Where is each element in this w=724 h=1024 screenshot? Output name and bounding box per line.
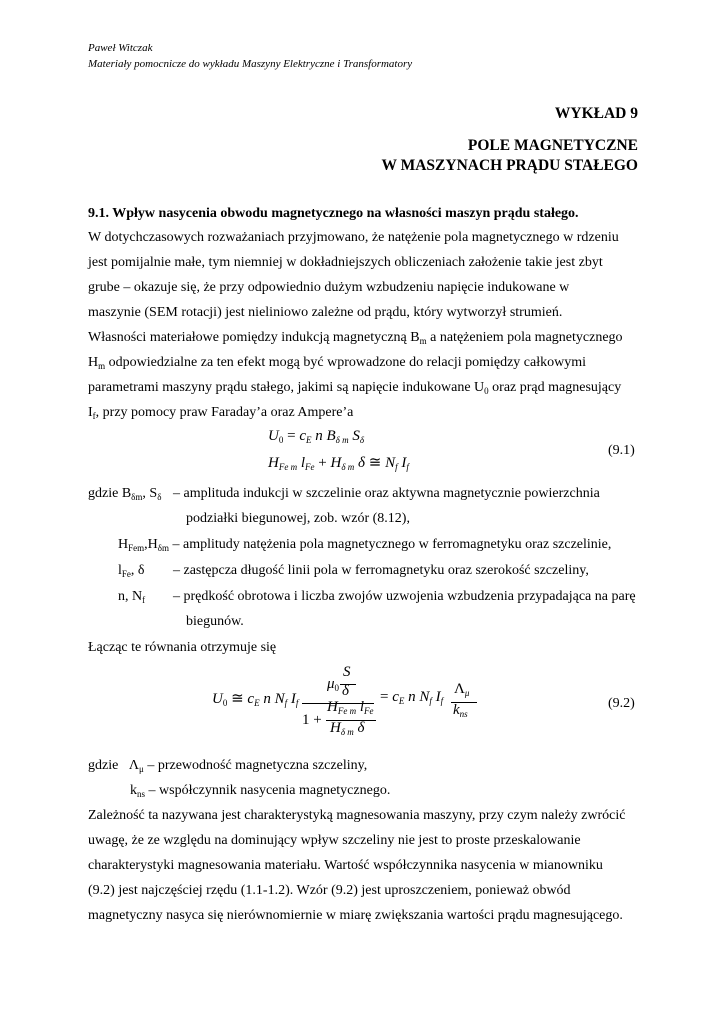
header-course: Materiały pomocnicze do wykładu Maszyny Elektryczne i Transformatory bbox=[88, 58, 413, 70]
section-heading: 9.1. Wpływ nasycenia obwodu magnetycznego na własności maszyn prądu stałego. bbox=[88, 206, 579, 221]
definition-symbol: gdzie $B_{\delta m}$, $S_\delta$ bbox=[88, 486, 162, 502]
paragraph-line: maszynie (SEM rotacji) jest nieliniowo zależne od prądu, który wytworzył strumień. bbox=[88, 305, 563, 320]
definition-text: podziałki biegunowej, zob. wzór (8.12), bbox=[186, 511, 410, 526]
definition-symbol: n, $N_f$ bbox=[118, 589, 146, 605]
definition-line: $H_{Fem},H_{\delta m}$ – amplitudy natężenia pola magnetycznego w ferromagnetyku oraz szczelinie, bbox=[118, 537, 612, 553]
paragraph-line: jest pomijalnie małe, tym niemniej w dokładniejszych obliczeniach założenie takie jest zbyt bbox=[88, 255, 603, 270]
paragraph-line: Zależność ta nazywana jest charakterystyką magnesowania maszyny, przy czym należy zwrócić bbox=[88, 808, 626, 823]
paragraph-line: charakterystyki magnesowania materiału. Wartość współczynnika nasycenia w mianowniku bbox=[88, 858, 603, 873]
paragraph-line: uwagę, że ze względu na dominujący wpływ szczeliny nie jest to proste przeskalowanie bbox=[88, 833, 581, 848]
header-author: Paweł Witczak bbox=[88, 42, 153, 54]
definition-line: gdzie $\Lambda_\mu$ – przewodność magnetyczna szczeliny, bbox=[88, 758, 368, 774]
paragraph-line: Łącząc te równania otrzymuje się bbox=[88, 640, 277, 655]
definition-text: – prędkość obrotowa i liczba zwojów uzwojenia wzbudzenia przypadająca na parę bbox=[173, 589, 636, 604]
equation-9-1-line2: $H_{Fe m}$ $l_{Fe} + H_{\delta m}$ δ ≅ $N_f$ $I_f$ bbox=[268, 455, 409, 472]
document-page: Paweł Witczak Materiały pomocnicze do wykładu Maszyny Elektryczne i Transformatory WYKŁAD 9 POLE MAGNETYCZNE W MASZYNACH PRĄDU STAŁEGO 9.1. Wpływ nasycenia obwodu magnetycznego na własności maszyn prądu stałego. W dotychczasowych rozważaniach przyjmowano, że natężenie pola magnetycznego w rdzeniu jest pomijalnie małe, tym niemniej w dokładniejszych obliczeniach założenie takie jest zbyt grube – okazuje się, że przy odpowiednio dużym wzbudzeniu napięcie indukowane w maszynie (SEM rotacji) jest nieliniowo zależne od prądu, który wytworzył strumień. Własności materiałowe pomiędzy indukcją magnetyczną $B_m$ a natężeniem pola magnetycznego $H_m$ odpowiedzialne za ten efekt mogą być wprowadzone do relacji pomiędzy całkowymi parametrami maszyny prądu stałego, jakimi są napięcie indukowane $U_0$ oraz prąd magnesujący $I_f$, przy pomocy praw Faraday’a oraz Ampere’a $U_0 = c_E$ n $B_{\delta m}$ $S_\delta$ $H_{Fe m}$ $l_{Fe} + H_{\delta m}$ δ ≅ $N_f$ $I_f$ (9.1) gdzie $B_{\delta m}$, $S_\delta$ – amplituda indukcji w szczelinie oraz aktywna magnetycznie powierzchnia podziałki biegunowej, zob. wzór (8.12), $H_{Fem},H_{\delta m}$ – amplitudy natężenia pola magnetycznego w ferromagnetyku oraz szczelinie, $l_{Fe}$, δ – zastępcza długość linii pola w ferromagnetyku oraz szerokość szczeliny, n, $N_f$ – prędkość obrotowa i liczba zwojów uzwojenia wzbudzenia przypadająca na parę biegunów. Łącząc te równania otrzymuje się $U_0$ ≅ $c_E$ n $N_f$ $I_f$ $\mu_0$ S δ 1 + $H_{Fe m}$ $l_{Fe}$ $H_{\delta m}$ δ = $c_E$ n $N_f$ $I_f$ $\Lambda_\mu$ $k_{ns}$ (9.2) gdzie $\Lambda_\mu$ – przewodność magnetyczna szczeliny, $k_{ns}$ – współczynnik nasycenia magnetycznego. Zależność ta nazywana jest charakterystyką magnesowania maszyny, przy czym należy zwrócić uwagę, że ze względu na dominujący wpływ szczeliny nie jest to proste przeskalowanie charakterystyki magnesowania materiału. Wartość współczynnika nasycenia w mianowniku (9.2) jest najczęściej rzędu (1.1-1.2). Wzór (9.2) jest uproszczeniem, ponieważ obwód magnetyczny nasyca się nierównomiernie w miarę zwiększania wartości prądu magnesującego. bbox=[88, 42, 638, 923]
running-header bbox=[88, 40, 412, 72]
equation-9-1-line1: $U_0 = c_E$ n $B_{\delta m}$ $S_\delta$ bbox=[268, 428, 365, 445]
paragraph-line: W dotychczasowych rozważaniach przyjmowano, że natężenie pola magnetycznego w rdzeniu bbox=[88, 230, 619, 245]
paragraph-line: Własności materiałowe pomiędzy indukcją magnetyczną $B_m$ a natężeniem pola magnetycznego bbox=[88, 330, 623, 346]
equation-number: (9.1) bbox=[608, 443, 635, 458]
paragraph-line: $H_m$ odpowiedzialne za ten efekt mogą być wprowadzone do relacji pomiędzy całkowymi bbox=[88, 355, 587, 371]
definition-text: – zastępcza długość linii pola w ferromagnetyku oraz szerokość szczeliny, bbox=[173, 563, 589, 578]
definition-text: – amplituda indukcji w szczelinie oraz aktywna magnetycznie powierzchnia bbox=[173, 486, 600, 501]
paragraph-line: $I_f$, przy pomocy praw Faraday’a oraz Ampere’a bbox=[88, 405, 354, 421]
definition-text: biegunów. bbox=[186, 614, 244, 629]
paragraph-line: (9.2) jest najczęściej rzędu (1.1-1.2). Wzór (9.2) jest uproszczeniem, ponieważ obwód bbox=[88, 883, 571, 898]
definition-line: $k_{ns}$ – współczynnik nasycenia magnetycznego. bbox=[130, 783, 391, 799]
paragraph-line: grube – okazuje się, że przy odpowiednio dużym wzbudzeniu napięcie indukowane w bbox=[88, 280, 570, 295]
paragraph-line: parametrami maszyny prądu stałego, jakimi są napięcie indukowane $U_0$ oraz prąd magnesujący bbox=[88, 380, 622, 396]
definition-symbol: $l_{Fe}$, δ bbox=[118, 563, 145, 579]
topic-title-line2: W MASZYNACH PRĄDU STAŁEGO bbox=[381, 157, 638, 174]
paragraph-line: magnetyczny nasyca się nierównomiernie w miarę zwiększania wartości prądu magnesującego. bbox=[88, 908, 623, 923]
equation-number: (9.2) bbox=[608, 696, 635, 711]
topic-title-line1: POLE MAGNETYCZNE bbox=[467, 137, 638, 154]
lecture-title: WYKŁAD 9 bbox=[554, 105, 638, 122]
